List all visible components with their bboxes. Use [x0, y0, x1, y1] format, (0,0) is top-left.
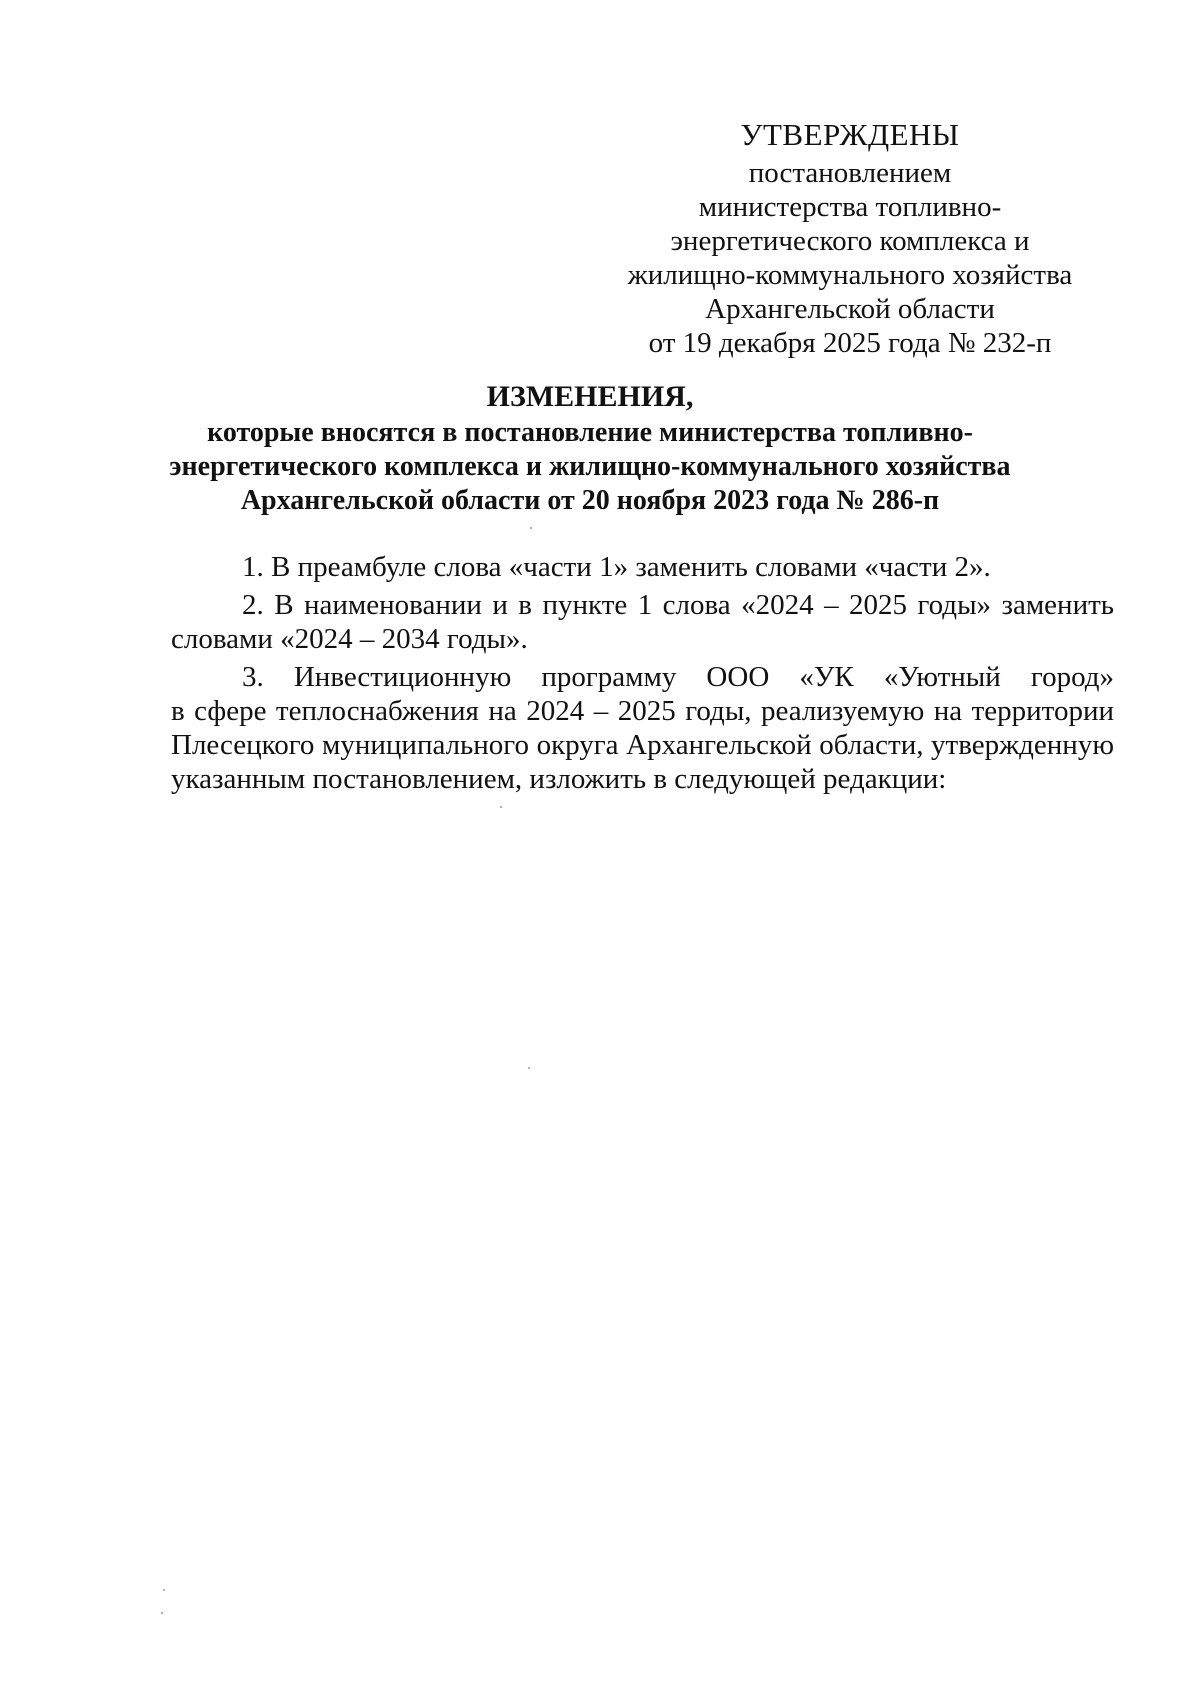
document-heading	[150, 380, 1030, 518]
item-3-line: указанным постановлением, изложить в следующей редакции:	[171, 763, 947, 795]
heading-line: Архангельской области от 20 ноября 2023 года № 286-п	[240, 485, 940, 516]
approval-line: министерства топливно-	[698, 191, 1002, 223]
heading-line: которые вносятся в постановление министерства топливно-	[207, 417, 973, 448]
item-3-line: 3. Инвестиционную программу ООО «УК «Уютный город»	[242, 661, 1114, 693]
item-2	[171, 588, 1114, 656]
approval-line: жилищно-коммунального хозяйства	[627, 259, 1073, 291]
scan-speck	[500, 806, 502, 808]
scan-speck	[161, 1612, 163, 1614]
item-1-line: 1. В преамбуле слова «части 1» заменить словами «части 2».	[242, 551, 991, 583]
approval-block	[620, 118, 1080, 360]
scan-speck	[163, 1589, 165, 1591]
item-1	[171, 550, 1114, 584]
item-3-line: в сфере теплоснабжения на 2024 – 2025 годы, реализуемую на территории	[171, 695, 1114, 727]
document-body	[171, 550, 1114, 800]
item-3-line: Плесецкого муниципального округа Архангельской области, утвержденную	[171, 729, 1114, 761]
approval-line: от 19 декабря 2025 года № 232-п	[648, 327, 1052, 359]
item-3	[171, 660, 1114, 796]
approval-line: постановлением	[748, 157, 952, 189]
heading-title: ИЗМЕНЕНИЯ,	[486, 380, 694, 413]
heading-line: энергетического комплекса и жилищно-коммунального хозяйства	[169, 451, 1011, 482]
scan-speck	[528, 1067, 530, 1069]
item-2-line: словами «2024 – 2034 годы».	[171, 623, 528, 655]
scan-speck	[530, 527, 532, 529]
approval-line: энергетического комплекса и	[670, 225, 1030, 257]
approval-title: УТВЕРЖДЕНЫ	[740, 117, 960, 152]
item-2-line: 2. В наименовании и в пункте 1 слова «2024 – 2025 годы» заменить	[242, 589, 1114, 621]
approval-line: Архангельской области	[705, 293, 995, 325]
